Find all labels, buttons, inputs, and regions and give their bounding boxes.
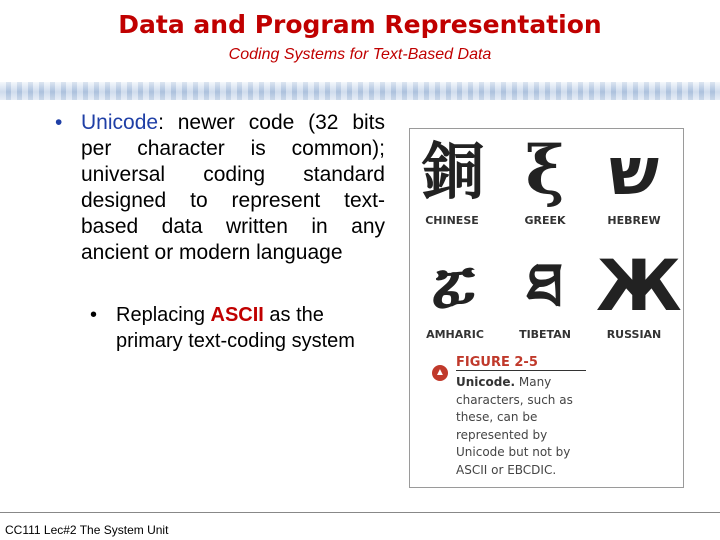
slide-title: Data and Program Representation bbox=[118, 10, 602, 39]
bullet-dot-icon: • bbox=[55, 111, 63, 134]
bullet-unicode bbox=[55, 110, 385, 266]
keyword-unicode: Unicode bbox=[81, 111, 159, 134]
bullet-unicode-text bbox=[55, 110, 385, 266]
sub-bullet-dot-icon: • bbox=[90, 304, 98, 326]
sub-bullet-ascii bbox=[90, 302, 380, 354]
chinese-glyph: 銅 bbox=[421, 135, 484, 208]
tibetan-glyph: ཐ bbox=[526, 251, 564, 321]
label-hebrew: HEBREW bbox=[607, 214, 661, 227]
amharic-glyph: ፚ bbox=[431, 251, 475, 321]
figure-marker-icon: ▲ bbox=[432, 365, 448, 381]
figure-heading bbox=[456, 355, 586, 371]
figure-heading-word: FIGURE bbox=[456, 355, 510, 370]
sub-bullet-text bbox=[90, 302, 380, 354]
label-amharic: AMHARIC bbox=[426, 328, 484, 341]
sub-bullet-before: Replacing bbox=[116, 304, 211, 326]
label-russian: RUSSIAN bbox=[606, 328, 662, 341]
footer-text: CC111 Lec#2 The System Unit bbox=[5, 523, 169, 537]
footer-divider bbox=[0, 512, 720, 513]
figure-heading-number: 2-5 bbox=[514, 355, 538, 370]
label-chinese: CHINESE bbox=[425, 214, 479, 227]
keyword-ascii: ASCII bbox=[210, 304, 264, 326]
greek-glyph: ξ bbox=[525, 131, 565, 209]
header-band bbox=[0, 82, 720, 100]
label-greek: GREEK bbox=[524, 214, 566, 227]
figure-caption bbox=[456, 374, 586, 479]
russian-glyph: Ж bbox=[596, 245, 682, 327]
figure-caption-text: Many characters, such as these, can be represented by Unicode but not by ASCII or EBCDIC. bbox=[456, 375, 573, 477]
unicode-figure bbox=[409, 128, 684, 488]
slide-subtitle: Coding Systems for Text-Based Data bbox=[228, 46, 492, 63]
figure-caption-bold: Unicode. bbox=[456, 375, 516, 389]
bullet-unicode-body: : newer code (32 bits per character is common); universal coding standard designed to represent text-based data written in any ancient or modern language bbox=[81, 111, 385, 264]
sub-bullet-after: as the primary text-coding system bbox=[116, 304, 355, 352]
hebrew-glyph: ש bbox=[608, 133, 660, 210]
label-tibetan: TIBETAN bbox=[519, 328, 571, 341]
